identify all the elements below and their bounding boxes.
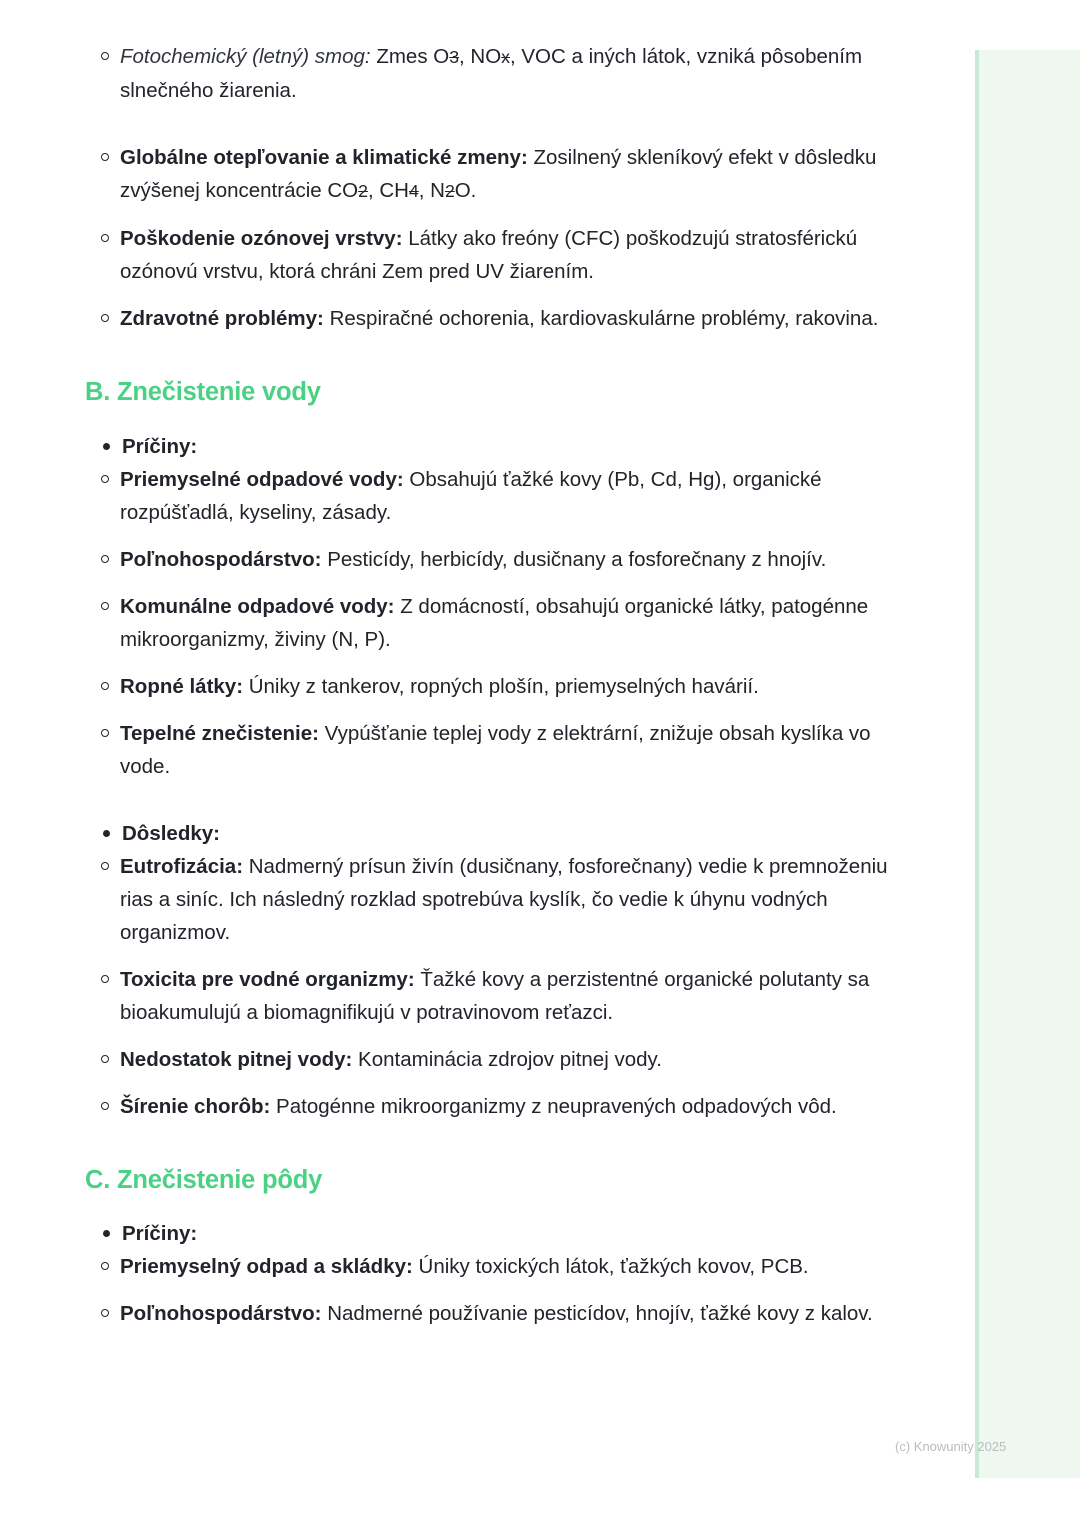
list-item-industrial-wastewater [85, 463, 915, 529]
list-item-body-part: , VOC a iných látok, vzniká pôsobením slnečného žiarenia. [120, 45, 863, 102]
section-b-causes-group [85, 430, 915, 463]
list-item-smog [85, 40, 915, 107]
list-item-lead: Ropné látky: [120, 674, 244, 698]
group-label-text: Dôsledky: [122, 821, 220, 845]
list-item-lead: Nedostatok pitnej vody: [120, 1047, 353, 1071]
list-item-lead: Komunálne odpadové vody: [120, 594, 395, 618]
list-item-health-problems [85, 302, 915, 335]
ring-bullet-icon [101, 475, 109, 483]
list-item-body: Nadmerný prísun živín (dusičnany, fosforečnany) vedie k premnoženiu rias a siníc. Ich následný rozklad spotrebúva kyslík, čo vedie k úhynu vodných organizmov. [120, 854, 888, 944]
list-item-body-part: , NO [459, 45, 502, 68]
disc-bullet-icon [103, 443, 110, 450]
ring-bullet-icon [101, 975, 109, 983]
footer-credit: (c) Knowunity 2025 [895, 1439, 1007, 1454]
list-item-body: Ťažké kovy a perzistentné organické polutanty sa bioakumulujú a biomagnifikujú v potravinovom reťazci. [120, 967, 870, 1024]
list-item-body-part: Zosilnený skleníkový efekt v dôsledku zvýšenej koncentrácie CO [120, 146, 877, 202]
list-item-body: Pesticídy, herbicídy, dusičnany a fosforečnany z hnojív. [321, 547, 827, 571]
list-item-body: Z domácností, obsahujú organické látky, patogénne mikroorganizmy, živiny (N, P). [120, 594, 869, 651]
list-item-lead: Poľnohospodárstvo: [120, 1302, 322, 1326]
list-item-oil-substances [85, 670, 915, 703]
list-item-aquatic-toxicity [85, 963, 915, 1029]
spacer [85, 1195, 915, 1217]
subscript-nox: x [501, 47, 510, 67]
group-label-text: Príčiny: [122, 1222, 198, 1246]
disc-bullet-icon [103, 1230, 110, 1237]
list-item-industrial-waste-landfill [85, 1250, 915, 1283]
ring-bullet-icon [101, 862, 109, 870]
list-item-lead: Fotochemický (letný) smog: [120, 45, 371, 68]
section-b-consequences-list [85, 850, 915, 1123]
group-label-dosledky-voda [85, 817, 915, 850]
list-item-lead: Priemyselné odpadové vody: [120, 467, 404, 491]
list-item-eutrophication [85, 850, 915, 949]
list-item-thermal-pollution [85, 717, 915, 783]
ring-bullet-icon [101, 314, 109, 322]
section-heading-b: B. Znečistenie vody [85, 378, 321, 406]
list-item-lead: Poľnohospodárstvo: [120, 547, 322, 571]
list-item-body-part: , N [418, 179, 445, 202]
section-c-causes-list [85, 1250, 915, 1330]
list-item-body: Kontaminácia zdrojov pitnej vody. [352, 1047, 662, 1071]
list-item-body-part: O. [454, 179, 477, 202]
spacer [85, 335, 915, 377]
list-item-lead: Šírenie chorôb: [120, 1094, 271, 1118]
air-consequences-list [85, 141, 915, 335]
list-item-lead: Priemyselný odpad a skládky: [120, 1255, 413, 1279]
list-item-body: Úniky z tankerov, ropných plošín, priemyselných havárií. [243, 674, 759, 698]
ring-bullet-icon [101, 1262, 109, 1270]
decorative-edge-strip [975, 50, 1080, 1478]
ring-bullet-icon [101, 52, 109, 60]
list-item-agriculture-water [85, 543, 915, 576]
ring-bullet-icon [101, 234, 109, 242]
spacer [85, 1123, 915, 1165]
subscript-o3: 3 [449, 47, 460, 67]
ring-bullet-icon [101, 729, 109, 737]
ring-bullet-icon [101, 602, 109, 610]
list-item-body: Látky ako freóny (CFC) poškodzujú stratosférickú ozónovú vrstvu, ktorá chráni Zem pred UV žiarením. [120, 227, 858, 283]
list-item-ozone-damage [85, 222, 915, 288]
spacer [85, 408, 915, 430]
list-item-lead: Toxicita pre vodné organizmy: [120, 967, 415, 991]
list-item-body: Patogénne mikroorganizmy z neupravených odpadových vôd. [270, 1094, 837, 1118]
list-item-body: Nadmerné používanie pesticídov, hnojív, ťažké kovy z kalov. [321, 1302, 873, 1326]
list-item-lead: Tepelné znečistenie: [120, 721, 319, 745]
ring-bullet-icon [101, 1309, 109, 1317]
section-b-consequences-group [85, 817, 915, 850]
group-label-text: Príčiny: [122, 434, 198, 458]
group-label-priciny-voda [85, 430, 915, 463]
subscript-n2o: 2 [444, 181, 455, 201]
list-item-drinking-water-shortage [85, 1043, 915, 1076]
list-item-global-warming [85, 141, 915, 208]
spacer [85, 107, 915, 141]
list-item-lead: Globálne otepľovanie a klimatické zmeny: [120, 146, 528, 169]
list-item-body-part: , CH [367, 179, 409, 202]
ring-bullet-icon [101, 682, 109, 690]
list-item-disease-spread [85, 1090, 915, 1123]
list-item-body: Úniky toxických látok, ťažkých kovov, PCB. [412, 1255, 809, 1279]
spacer [85, 783, 915, 817]
smog-list [85, 40, 915, 107]
list-item-body: Obsahujú ťažké kovy (Pb, Cd, Hg), organické rozpúšťadlá, kyseliny, zásady. [120, 467, 822, 524]
disc-bullet-icon [103, 830, 110, 837]
subscript-ch4: 4 [408, 181, 419, 201]
ring-bullet-icon [101, 1102, 109, 1110]
list-item-municipal-wastewater [85, 590, 915, 656]
subscript-co2: 2 [358, 181, 368, 201]
list-item-body: Vypúšťanie teplej vody z elektrární, znižuje obsah kyslíka vo vode. [120, 721, 871, 778]
section-heading-c: C. Znečistenie pôdy [85, 1165, 323, 1194]
list-item-lead: Eutrofizácia: [120, 854, 244, 878]
section-c-causes-group [85, 1217, 915, 1250]
ring-bullet-icon [101, 555, 109, 563]
ring-bullet-icon [101, 153, 109, 161]
group-label-priciny-poda [85, 1217, 915, 1250]
list-item-agriculture-soil [85, 1297, 915, 1330]
ring-bullet-icon [101, 1055, 109, 1063]
list-item-lead: Zdravotné problémy: [120, 307, 324, 330]
list-item-body: Respiračné ochorenia, kardiovaskulárne problémy, rakovina. [323, 307, 879, 330]
section-b-causes-list [85, 463, 915, 783]
list-item-body-part: Zmes O [370, 45, 450, 68]
list-item-lead: Poškodenie ozónovej vrstvy: [120, 227, 403, 250]
